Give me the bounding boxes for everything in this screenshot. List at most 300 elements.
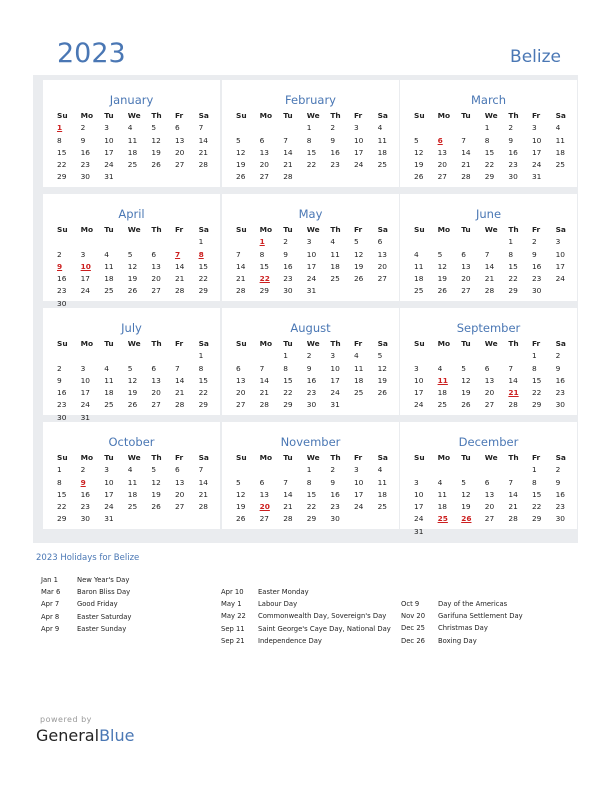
empty-cell bbox=[236, 464, 260, 476]
day-cell: 10 bbox=[104, 477, 114, 487]
day-cell: 5 bbox=[151, 123, 157, 133]
day-cell: 10 bbox=[414, 489, 424, 499]
day-cell: 11 bbox=[437, 375, 448, 385]
day-cell: 1 bbox=[57, 123, 63, 133]
day-cell: 1 bbox=[306, 465, 312, 475]
day-cell: 7 bbox=[461, 135, 466, 145]
empty-cell bbox=[260, 122, 284, 134]
day-cell: 12 bbox=[377, 363, 387, 373]
day-cell: 5 bbox=[151, 465, 157, 475]
day-cell: 10 bbox=[414, 375, 424, 385]
day-cell: 18 bbox=[377, 147, 387, 157]
holiday-row bbox=[221, 610, 391, 622]
day-cell: 11 bbox=[330, 249, 340, 259]
day-cell: 4 bbox=[353, 351, 359, 361]
logo-blue: Blue bbox=[99, 726, 135, 745]
day-cell: 11 bbox=[104, 261, 114, 271]
day-cell: 3 bbox=[80, 363, 86, 373]
day-cell: 24 bbox=[306, 274, 317, 284]
day-cell: 7 bbox=[283, 477, 288, 487]
weekday-label: Tu bbox=[283, 225, 293, 234]
holiday-name: Day of the Americas bbox=[438, 600, 508, 608]
day-cell: 6 bbox=[259, 477, 265, 487]
day-cell: 1 bbox=[198, 237, 204, 247]
holiday-row bbox=[401, 622, 523, 634]
day-cell: 23 bbox=[531, 274, 542, 284]
month-april bbox=[43, 194, 220, 308]
day-cell: 17 bbox=[80, 274, 90, 284]
weekday-label: Fr bbox=[353, 111, 363, 120]
day-cell: 9 bbox=[306, 363, 312, 373]
day-cell: 3 bbox=[414, 477, 419, 487]
day-cell: 18 bbox=[437, 388, 447, 398]
weekday-label: Th bbox=[151, 111, 162, 120]
generalblue-logo[interactable] bbox=[36, 726, 134, 745]
day-cell: 25 bbox=[437, 400, 447, 410]
month-march bbox=[400, 80, 577, 187]
day-cell: 2 bbox=[531, 237, 537, 247]
day-cell: 19 bbox=[236, 502, 246, 512]
day-cell: 13 bbox=[151, 375, 161, 385]
day-cell: 26 bbox=[151, 160, 161, 170]
holiday-date: Apr 8 bbox=[41, 612, 60, 621]
day-cell: 21 bbox=[198, 489, 208, 499]
weekday-label: Fr bbox=[531, 111, 541, 120]
weekday-label: Fr bbox=[174, 111, 184, 120]
weekday-label: Sa bbox=[198, 225, 209, 234]
day-cell: 3 bbox=[104, 465, 109, 475]
day-cell: 28 bbox=[508, 514, 518, 524]
day-cell: 28 bbox=[259, 400, 269, 410]
day-cell: 18 bbox=[377, 489, 387, 499]
weekday-label: Sa bbox=[555, 111, 566, 120]
day-cell: 31 bbox=[80, 412, 90, 422]
day-cell: 27 bbox=[151, 286, 161, 296]
day-cell: 23 bbox=[57, 286, 67, 296]
day-cell: 12 bbox=[127, 261, 138, 271]
holiday-row bbox=[221, 623, 391, 635]
day-cell: 20 bbox=[484, 502, 495, 512]
day-cell: 8 bbox=[306, 477, 312, 487]
weekday-label: We bbox=[484, 111, 498, 120]
day-cell: 14 bbox=[508, 375, 518, 385]
day-cell: 17 bbox=[80, 388, 90, 398]
weekday-label: Tu bbox=[461, 339, 471, 348]
weekday-label: Tu bbox=[283, 111, 293, 120]
empty-cell bbox=[128, 236, 152, 248]
day-cell: 19 bbox=[437, 274, 447, 284]
day-cell: 8 bbox=[508, 249, 514, 259]
day-cell: 7 bbox=[174, 363, 180, 373]
day-cell: 13 bbox=[484, 489, 495, 499]
weekday-label: We bbox=[484, 453, 498, 462]
empty-cell bbox=[438, 236, 462, 248]
weekday-label: We bbox=[306, 453, 320, 462]
day-cell: 29 bbox=[283, 400, 293, 410]
holiday-date: Dec 25 bbox=[401, 624, 425, 633]
day-cell: 29 bbox=[531, 400, 542, 410]
day-cell: 14 bbox=[461, 147, 471, 157]
day-cell: 7 bbox=[198, 123, 204, 133]
weekday-label: Mo bbox=[437, 225, 451, 234]
day-cell: 28 bbox=[283, 172, 293, 182]
weekday-label: We bbox=[127, 111, 141, 120]
holiday-row bbox=[221, 635, 391, 647]
day-cell: 2 bbox=[283, 237, 288, 247]
day-cell: 14 bbox=[508, 489, 518, 499]
day-cell: 16 bbox=[508, 147, 518, 157]
weekday-label: Sa bbox=[377, 225, 388, 234]
day-cell: 8 bbox=[283, 363, 288, 373]
holiday-date: Jan 1 bbox=[41, 576, 58, 584]
day-cell: 1 bbox=[198, 351, 204, 361]
day-cell: 14 bbox=[283, 147, 293, 157]
empty-cell bbox=[461, 350, 485, 362]
day-cell: 18 bbox=[104, 274, 114, 284]
weekday-label: Su bbox=[414, 339, 425, 348]
day-cell: 29 bbox=[198, 286, 208, 296]
day-cell: 1 bbox=[531, 351, 537, 361]
holiday-name: Christmas Day bbox=[438, 624, 488, 633]
month-name: December bbox=[458, 435, 519, 449]
day-cell: 5 bbox=[377, 351, 383, 361]
day-cell: 24 bbox=[330, 388, 340, 398]
day-cell: 20 bbox=[484, 388, 495, 398]
day-cell: 24 bbox=[555, 274, 565, 284]
weekday-label: Sa bbox=[555, 453, 566, 462]
day-cell: 23 bbox=[555, 388, 565, 398]
day-cell: 21 bbox=[484, 274, 495, 284]
day-cell: 25 bbox=[377, 160, 387, 170]
day-cell: 2 bbox=[57, 363, 62, 373]
day-cell: 12 bbox=[353, 249, 364, 259]
weekday-label: Mo bbox=[80, 111, 94, 120]
day-cell: 21 bbox=[236, 274, 246, 284]
day-cell: 1 bbox=[531, 465, 537, 475]
day-cell: 26 bbox=[127, 286, 138, 296]
holiday-name: Independence Day bbox=[258, 636, 322, 645]
day-cell: 19 bbox=[236, 160, 246, 170]
weekday-label: Su bbox=[236, 111, 247, 120]
day-cell: 21 bbox=[259, 388, 269, 398]
weekday-label: Tu bbox=[104, 111, 114, 120]
weekday-label: Su bbox=[57, 225, 68, 234]
day-cell: 11 bbox=[353, 363, 364, 373]
day-cell: 18 bbox=[330, 261, 340, 271]
day-cell: 15 bbox=[508, 261, 518, 271]
weekday-label: We bbox=[127, 453, 141, 462]
empty-cell bbox=[508, 464, 532, 476]
day-cell: 29 bbox=[508, 286, 518, 296]
day-cell: 2 bbox=[80, 123, 86, 133]
weekday-label: Fr bbox=[531, 225, 541, 234]
day-cell: 4 bbox=[437, 477, 443, 487]
day-cell: 17 bbox=[104, 147, 114, 157]
weekday-label: We bbox=[127, 225, 141, 234]
day-cell: 22 bbox=[259, 274, 270, 284]
month-name: April bbox=[118, 207, 145, 221]
day-cell: 15 bbox=[57, 489, 67, 499]
holiday-name: Easter Sunday bbox=[77, 624, 127, 633]
weekday-label: Th bbox=[330, 111, 341, 120]
day-cell: 4 bbox=[330, 237, 336, 247]
day-cell: 31 bbox=[104, 514, 114, 524]
day-cell: 19 bbox=[353, 261, 364, 271]
day-cell: 22 bbox=[484, 160, 495, 170]
month-november bbox=[222, 422, 399, 529]
empty-cell bbox=[485, 236, 509, 248]
day-cell: 8 bbox=[57, 135, 62, 145]
day-cell: 16 bbox=[555, 489, 565, 499]
day-cell: 23 bbox=[283, 274, 293, 284]
day-cell: 21 bbox=[283, 160, 293, 170]
day-cell: 16 bbox=[57, 388, 67, 398]
day-cell: 17 bbox=[414, 502, 424, 512]
day-cell: 17 bbox=[414, 388, 424, 398]
day-cell: 13 bbox=[437, 147, 447, 157]
weekday-label: Su bbox=[236, 225, 247, 234]
weekday-label: Fr bbox=[353, 225, 363, 234]
day-cell: 28 bbox=[198, 160, 208, 170]
day-cell: 2 bbox=[508, 123, 514, 133]
month-name: July bbox=[121, 321, 142, 335]
day-cell: 31 bbox=[414, 526, 424, 536]
day-cell: 6 bbox=[259, 135, 265, 145]
day-cell: 9 bbox=[508, 135, 514, 145]
empty-cell bbox=[438, 122, 462, 134]
day-cell: 27 bbox=[174, 502, 185, 512]
day-cell: 21 bbox=[508, 502, 518, 512]
day-cell: 19 bbox=[151, 147, 161, 157]
day-cell: 10 bbox=[330, 363, 340, 373]
empty-cell bbox=[414, 122, 438, 134]
holiday-row bbox=[221, 586, 391, 598]
weekday-label: Tu bbox=[104, 225, 114, 234]
day-cell: 25 bbox=[330, 274, 340, 284]
weekday-label: Fr bbox=[353, 339, 363, 348]
day-cell: 17 bbox=[306, 261, 317, 271]
empty-cell bbox=[175, 350, 199, 362]
day-cell: 29 bbox=[198, 400, 208, 410]
day-cell: 18 bbox=[127, 147, 138, 157]
day-cell: 20 bbox=[174, 489, 185, 499]
day-cell: 24 bbox=[531, 160, 542, 170]
weekday-label: Sa bbox=[198, 453, 209, 462]
day-cell: 24 bbox=[104, 502, 114, 512]
empty-cell bbox=[151, 350, 175, 362]
empty-cell bbox=[236, 236, 260, 248]
empty-cell bbox=[438, 464, 462, 476]
day-cell: 16 bbox=[306, 375, 317, 385]
day-cell: 7 bbox=[259, 363, 265, 373]
day-cell: 7 bbox=[283, 135, 288, 145]
day-cell: 18 bbox=[414, 274, 424, 284]
day-cell: 12 bbox=[236, 147, 246, 157]
day-cell: 20 bbox=[461, 274, 471, 284]
day-cell: 25 bbox=[127, 160, 138, 170]
day-cell: 9 bbox=[330, 135, 336, 145]
weekday-label: We bbox=[127, 339, 141, 348]
day-cell: 15 bbox=[306, 147, 317, 157]
weekday-label: Su bbox=[414, 225, 425, 234]
day-cell: 25 bbox=[414, 286, 424, 296]
empty-cell bbox=[175, 236, 199, 248]
weekday-label: Th bbox=[508, 225, 519, 234]
day-cell: 19 bbox=[461, 502, 471, 512]
weekday-label: Mo bbox=[437, 453, 451, 462]
day-cell: 5 bbox=[414, 135, 419, 145]
day-cell: 29 bbox=[306, 514, 317, 524]
holiday-date: Sep 21 bbox=[221, 636, 245, 645]
day-cell: 6 bbox=[151, 249, 157, 259]
empty-cell bbox=[414, 236, 438, 248]
holiday-date: Apr 10 bbox=[221, 588, 244, 596]
weekday-label: Sa bbox=[198, 339, 209, 348]
day-cell: 27 bbox=[259, 514, 269, 524]
month-name: February bbox=[285, 93, 336, 107]
day-cell: 3 bbox=[104, 123, 109, 133]
holiday-row bbox=[221, 598, 391, 610]
day-cell: 17 bbox=[353, 489, 364, 499]
day-cell: 28 bbox=[461, 172, 471, 182]
weekday-label: Tu bbox=[461, 453, 471, 462]
day-cell: 8 bbox=[259, 249, 265, 259]
weekday-label: Sa bbox=[555, 339, 566, 348]
day-cell: 24 bbox=[353, 160, 364, 170]
day-cell: 27 bbox=[377, 274, 387, 284]
day-cell: 7 bbox=[198, 465, 204, 475]
day-cell: 28 bbox=[236, 286, 246, 296]
day-cell: 1 bbox=[484, 123, 490, 133]
weekday-label: Su bbox=[236, 339, 247, 348]
day-cell: 26 bbox=[151, 502, 161, 512]
day-cell: 12 bbox=[437, 261, 447, 271]
day-cell: 24 bbox=[414, 514, 424, 524]
month-february bbox=[222, 80, 399, 187]
day-cell: 3 bbox=[353, 123, 359, 133]
day-cell: 4 bbox=[127, 123, 133, 133]
day-cell: 11 bbox=[437, 489, 447, 499]
day-cell: 26 bbox=[127, 400, 138, 410]
day-cell: 8 bbox=[531, 477, 537, 487]
weekday-label: Tu bbox=[461, 111, 471, 120]
day-cell: 21 bbox=[283, 502, 293, 512]
weekday-label: Sa bbox=[377, 339, 388, 348]
day-cell: 7 bbox=[484, 249, 490, 259]
day-cell: 12 bbox=[461, 489, 471, 499]
day-cell: 17 bbox=[330, 375, 340, 385]
holiday-row bbox=[41, 623, 131, 635]
weekday-label: Th bbox=[151, 339, 162, 348]
day-cell: 18 bbox=[127, 489, 138, 499]
day-cell: 9 bbox=[57, 375, 62, 385]
day-cell: 12 bbox=[127, 375, 138, 385]
day-cell: 26 bbox=[437, 286, 447, 296]
holiday-row bbox=[401, 635, 523, 647]
day-cell: 6 bbox=[174, 465, 180, 475]
month-name: March bbox=[470, 93, 507, 107]
weekday-label: Sa bbox=[198, 111, 209, 120]
day-cell: 4 bbox=[377, 465, 383, 475]
day-cell: 21 bbox=[174, 274, 185, 284]
day-cell: 22 bbox=[198, 388, 208, 398]
empty-cell bbox=[414, 350, 438, 362]
day-cell: 23 bbox=[80, 160, 90, 170]
day-cell: 15 bbox=[306, 489, 317, 499]
holiday-row bbox=[41, 574, 131, 586]
day-cell: 2 bbox=[555, 351, 561, 361]
weekday-label: Su bbox=[236, 453, 247, 462]
day-cell: 25 bbox=[104, 400, 114, 410]
day-cell: 4 bbox=[104, 363, 109, 373]
empty-cell bbox=[260, 464, 284, 476]
weekday-label: Sa bbox=[555, 225, 566, 234]
day-cell: 6 bbox=[174, 123, 180, 133]
day-cell: 16 bbox=[531, 261, 542, 271]
day-cell: 25 bbox=[353, 388, 364, 398]
day-cell: 10 bbox=[555, 249, 565, 259]
weekday-label: We bbox=[484, 339, 498, 348]
weekday-label: Th bbox=[330, 225, 341, 234]
day-cell: 15 bbox=[259, 261, 269, 271]
day-cell: 22 bbox=[306, 502, 317, 512]
day-cell: 9 bbox=[80, 477, 86, 487]
day-cell: 24 bbox=[353, 502, 364, 512]
day-cell: 30 bbox=[555, 514, 565, 524]
day-cell: 19 bbox=[151, 489, 161, 499]
day-cell: 24 bbox=[80, 400, 90, 410]
day-cell: 5 bbox=[353, 237, 359, 247]
weekday-label: Tu bbox=[461, 225, 471, 234]
day-cell: 15 bbox=[198, 261, 208, 271]
day-cell: 28 bbox=[484, 286, 495, 296]
day-cell: 16 bbox=[80, 147, 90, 157]
day-cell: 5 bbox=[437, 249, 443, 259]
month-name: August bbox=[290, 321, 331, 335]
day-cell: 2 bbox=[306, 351, 312, 361]
day-cell: 11 bbox=[377, 135, 387, 145]
day-cell: 14 bbox=[236, 261, 246, 271]
day-cell: 5 bbox=[236, 477, 241, 487]
day-cell: 21 bbox=[198, 147, 208, 157]
holiday-name: Baron Bliss Day bbox=[77, 588, 131, 597]
day-cell: 2 bbox=[57, 249, 62, 259]
day-cell: 28 bbox=[174, 286, 185, 296]
day-cell: 25 bbox=[437, 514, 448, 524]
day-cell: 16 bbox=[283, 261, 293, 271]
day-cell: 3 bbox=[531, 123, 537, 133]
weekday-label: Th bbox=[508, 339, 519, 348]
holiday-name: Garifuna Settlement Day bbox=[438, 612, 523, 621]
weekday-label: Sa bbox=[377, 111, 388, 120]
day-cell: 8 bbox=[306, 135, 312, 145]
day-cell: 10 bbox=[80, 375, 90, 385]
weekday-label: Mo bbox=[259, 225, 273, 234]
day-cell: 5 bbox=[236, 135, 241, 145]
day-cell: 10 bbox=[353, 477, 364, 487]
holiday-row bbox=[41, 586, 131, 598]
month-name: May bbox=[298, 207, 323, 221]
empty-cell bbox=[461, 236, 485, 248]
weekday-label: Su bbox=[414, 453, 425, 462]
day-cell: 13 bbox=[174, 477, 185, 487]
day-cell: 9 bbox=[330, 477, 336, 487]
day-cell: 14 bbox=[198, 477, 208, 487]
day-cell: 24 bbox=[104, 160, 114, 170]
day-cell: 20 bbox=[259, 502, 270, 512]
day-cell: 15 bbox=[531, 489, 542, 499]
day-cell: 27 bbox=[437, 172, 447, 182]
